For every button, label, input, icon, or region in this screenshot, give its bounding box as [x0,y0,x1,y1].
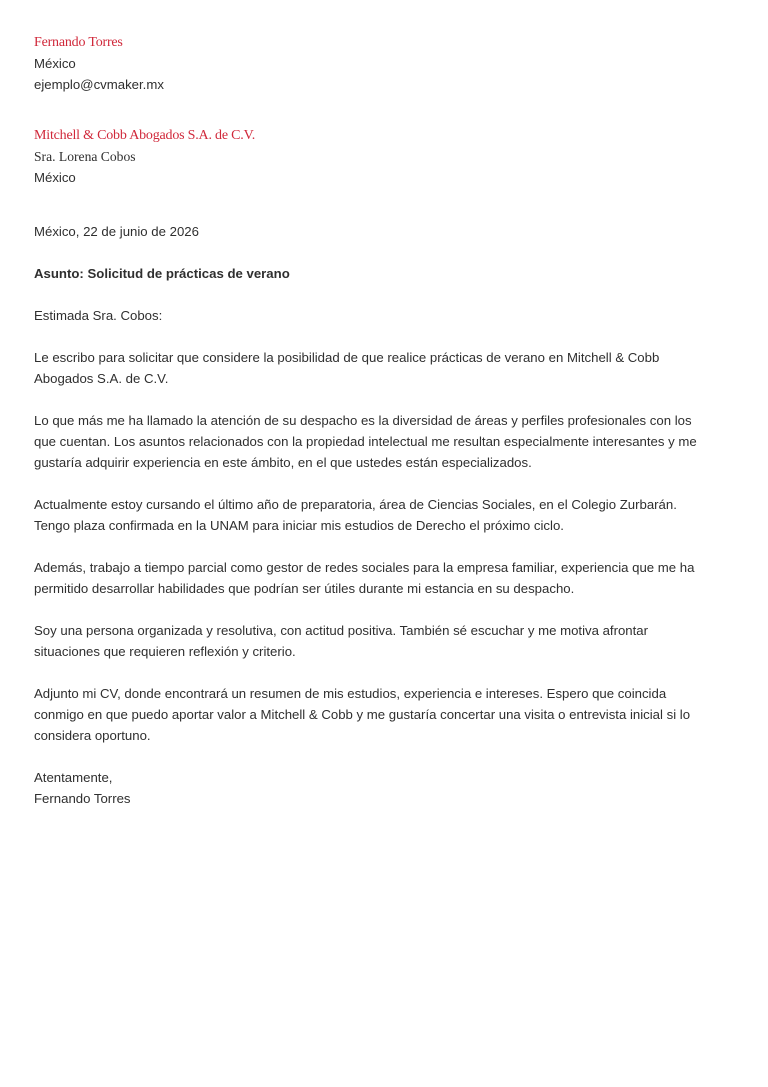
letter-closing: Atentamente, [34,770,113,785]
sender-name: Fernando Torres [34,35,123,50]
recipient-company: Mitchell & Cobb Abogados S.A. de C.V. [34,128,256,143]
recipient-country: México [34,170,76,185]
letter-paragraph: Adjunto mi CV, donde encontrará un resumen de mis estudios, experiencia e intereses. Espero que coincida conmigo en que puedo aportar valor a Mitchell & Cobb y me gustaría concertar una visita o entrevista inicial si lo considera oportuno. [34,686,691,743]
letter-signature: Fernando Torres [34,791,131,806]
letter-date: México, 22 de junio de 2026 [34,224,199,239]
letter-paragraph: Soy una persona organizada y resolutiva, con actitud positiva. También sé escuchar y me motiva afrontar situaciones que requieren reflexión y criterio. [34,623,649,659]
cover-letter [34,32,714,809]
letter-paragraph: Actualmente estoy cursando el último año de preparatoria, área de Ciencias Sociales, en el Colegio Zurbarán. Tengo plaza confirmada en la UNAM para iniciar mis estudios de Derecho el próximo ciclo. [34,497,677,533]
sender-block [34,32,714,95]
letter-closing-block [34,767,714,809]
recipient-block [34,125,714,188]
sender-country: México [34,56,76,71]
sender-email: ejemplo@cvmaker.mx [34,77,164,92]
recipient-contact: Sra. Lorena Cobos [34,149,136,164]
letter-greeting: Estimada Sra. Cobos: [34,308,163,323]
letter-subject: Asunto: Solicitud de prácticas de verano [34,266,290,281]
letter-paragraph: Le escribo para solicitar que considere la posibilidad de que realice prácticas de verano en Mitchell & Cobb Abogados S.A. de C.V. [34,350,660,386]
letter-paragraph: Además, trabajo a tiempo parcial como gestor de redes sociales para la empresa familiar, experiencia que me ha permitido desarrollar habilidades que podrían ser útiles durante mi estancia en su despacho. [34,560,695,596]
letter-paragraph: Lo que más me ha llamado la atención de su despacho es la diversidad de áreas y perfiles profesionales con los que cuentan. Los asuntos relacionados con la propiedad intelectual me resultan especialmente interesantes y me gustaría adquirir experiencia en este ámbito, en el que ustedes están especializados. [34,413,697,470]
